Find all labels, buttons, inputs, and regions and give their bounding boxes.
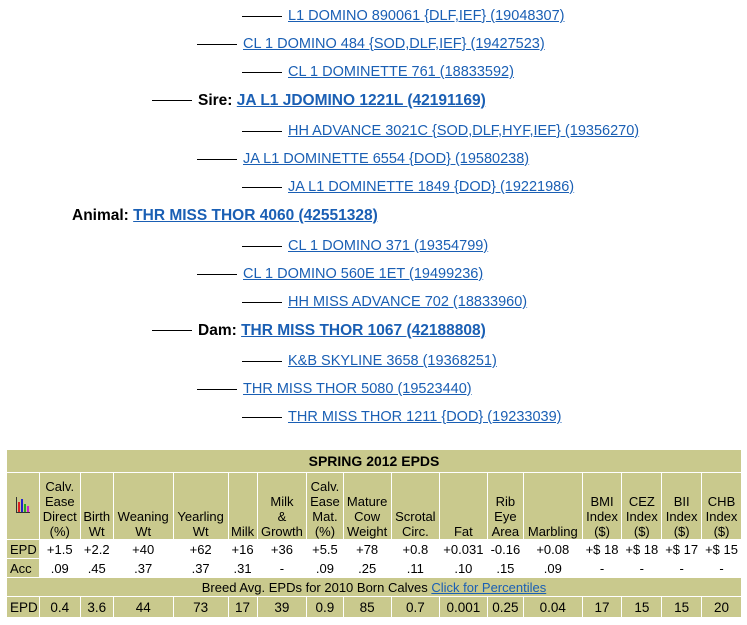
pedigree-row [242,237,488,255]
breed-avg-cell: 44 [113,597,173,618]
branch-line [197,274,237,275]
acc-value-cell: .15 [487,559,523,578]
breed-avg-cell: 0.4 [39,597,80,618]
sire-label: Sire: [198,92,233,109]
breed-avg-cell: 73 [173,597,228,618]
header-word: Ease [310,494,340,509]
dam-row [152,322,486,340]
epd-column-header [113,473,173,540]
epd-value-cell: +$ 18 [622,540,662,559]
branch-line [242,16,282,17]
header-word: Wt [135,524,152,539]
header-word: Milk [231,524,255,539]
epd-value-cell: +0.8 [391,540,439,559]
epd-column-header [662,473,702,540]
pedigree-link[interactable]: HH MISS ADVANCE 702 (18833960) [288,294,528,310]
branch-line [242,131,282,132]
epd-value-cell: +5.5 [307,540,343,559]
pedigree-link[interactable]: JA L1 DOMINETTE 6554 {DOD} (19580238) [243,151,530,167]
header-word: Calv. [310,479,340,494]
acc-value-cell: .25 [343,559,391,578]
epd-column-header [487,473,523,540]
header-word: ($) [633,524,650,539]
pedigree-row [242,178,574,196]
epd-column-header [523,473,582,540]
epd-row-label: EPD [7,540,40,559]
header-word: Index [625,509,658,524]
acc-value-cell: .45 [80,559,113,578]
epd-table [6,449,742,618]
acc-value-cell: .37 [173,559,228,578]
breed-avg-cell: 39 [257,597,307,618]
acc-value-cell: .09 [39,559,80,578]
header-word: & [277,509,287,524]
header-word: CEZ [628,494,655,509]
header-word: CHB [707,494,736,509]
header-word: Eye [494,509,517,524]
epd-value-cell: +$ 15 [702,540,742,559]
header-word: (%) [314,524,336,539]
breed-avg-cell: 17 [582,597,622,618]
epd-value-cell: +16 [228,540,257,559]
epd-column-header [582,473,622,540]
pedigree-link[interactable]: CL 1 DOMINO 560E 1ET (19499236) [243,266,484,282]
epd-column-header [702,473,742,540]
header-word: Scrotal [395,509,436,524]
header-word: Growth [260,524,303,539]
epd-title: SPRING 2012 EPDS [7,450,742,473]
header-word: Index [705,509,738,524]
breed-avg-cell: 20 [702,597,742,618]
animal-row [72,207,378,225]
header-word: Direct [42,509,77,524]
branch-line [197,44,237,45]
header-word: Milk [270,494,294,509]
pedigree-row [242,408,561,426]
epd-value-cell: +62 [173,540,228,559]
epd-value-cell: +$ 18 [582,540,622,559]
epd-value-cell: +0.08 [523,540,582,559]
dam-link[interactable]: THR MISS THOR 1067 (42188808) [241,322,486,339]
animal-label: Animal: [72,207,129,224]
acc-value-cell: .37 [113,559,173,578]
pedigree-row [242,63,514,81]
epd-value-cell: +$ 17 [662,540,702,559]
breed-avg-text: Breed Avg. EPDs for 2010 Born Calves [201,579,428,595]
pedigree-row [197,35,545,53]
dam-label: Dam: [198,322,237,339]
breed-avg-cell: 0.7 [391,597,439,618]
branch-line [197,389,237,390]
acc-row-label: Acc [7,559,40,578]
header-word: Wt [88,524,105,539]
epd-value-cell: +2.2 [80,540,113,559]
pedigree-link[interactable]: K&B SKYLINE 3658 (19368251) [288,353,497,369]
epd-column-header [391,473,439,540]
animal-link[interactable]: THR MISS THOR 4060 (42551328) [133,207,378,224]
pedigree-link[interactable]: CL 1 DOMINO 484 {SOD,DLF,IEF} (19427523) [243,36,545,52]
header-word: BII [673,494,690,509]
pedigree-row [242,293,527,311]
epd-value-cell: +0.031 [439,540,487,559]
pedigree-link[interactable]: L1 DOMINO 890061 {DLF,IEF} (19048307) [288,8,565,24]
breed-avg-cell: 15 [622,597,662,618]
epd-column-header [439,473,487,540]
breed-avg-cell: 85 [343,597,391,618]
pedigree-link[interactable]: JA L1 DOMINETTE 1849 {DOD} (19221986) [288,179,575,195]
epd-column-header [343,473,391,540]
header-word: Index [665,509,698,524]
breed-avg-cell: 0.001 [439,597,487,618]
header-word: ($) [673,524,690,539]
branch-line [242,417,282,418]
breed-avg-cell: 3.6 [80,597,113,618]
percentiles-link[interactable]: Click for Percentiles [431,579,547,595]
acc-value-cell: .09 [307,559,343,578]
pedigree-row [197,380,472,398]
breed-avg-cell: 0.9 [307,597,343,618]
header-word: Marbling [527,524,578,539]
branch-line [152,330,192,331]
pedigree-row [242,122,639,140]
epd-value-cell: +36 [257,540,307,559]
header-word: Mat. [312,509,338,524]
header-word: Mature [346,494,388,509]
header-word: Rib [495,494,516,509]
acc-value-cell: .31 [228,559,257,578]
branch-line [197,159,237,160]
epd-column-header [257,473,307,540]
breed-avg-cell: 0.04 [523,597,582,618]
epd-value-cell: +1.5 [39,540,80,559]
header-word: Wt [192,524,209,539]
acc-value-cell: - [662,559,702,578]
pedigree-link[interactable]: HH ADVANCE 3021C {SOD,DLF,HYF,IEF} (19356270) [288,123,640,139]
acc-value-cell: - [622,559,662,578]
epd-column-header [622,473,662,540]
breed-avg-caption [7,578,742,597]
header-word: Area [491,524,520,539]
breed-avg-cell: 17 [228,597,257,618]
acc-value-cell: .11 [391,559,439,578]
epd-value-cell: -0.16 [487,540,523,559]
branch-line [242,72,282,73]
pedigree-row [197,150,529,168]
header-word: Fat [453,524,473,539]
epd-column-header [307,473,343,540]
pedigree-link[interactable]: CL 1 DOMINO 371 (19354799) [288,238,489,254]
epd-column-header [228,473,257,540]
branch-line [242,187,282,188]
pedigree-row [197,265,483,283]
header-word: Cow [354,509,381,524]
acc-value-cell: .09 [523,559,582,578]
acc-value-cell: .10 [439,559,487,578]
bar-chart-icon[interactable] [15,496,31,514]
header-word: ($) [594,524,610,539]
epd-column-header [80,473,113,540]
pedigree-link[interactable]: CL 1 DOMINETTE 761 (18833592) [288,64,514,80]
branch-line [242,246,282,247]
chart-icon-cell [7,473,40,540]
pedigree-link[interactable]: THR MISS THOR 5080 (19523440) [243,381,472,397]
header-word: Calv. [45,479,75,494]
header-word: Ease [44,494,75,509]
branch-line [242,302,282,303]
epd-column-header [173,473,228,540]
epd-value-cell: +40 [113,540,173,559]
breed-avg-cell: 15 [662,597,702,618]
header-word: Birth [83,509,111,524]
header-word: (%) [49,524,70,539]
epd-value-cell: +78 [343,540,391,559]
header-word: Yearling [177,509,224,524]
sire-link[interactable]: JA L1 JDOMINO 1221L (42191169) [236,92,486,109]
header-word: ($) [713,524,730,539]
header-word: Index [586,509,618,524]
pedigree-link[interactable]: THR MISS THOR 1211 {DOD} (19233039) [288,409,562,425]
pedigree-row [242,352,497,370]
branch-line [152,100,192,101]
header-word: Weaning [117,509,169,524]
pedigree-row [242,7,564,25]
acc-value-cell: - [702,559,742,578]
sire-row [152,92,486,110]
acc-value-cell: - [257,559,307,578]
branch-line [242,361,282,362]
breed-avg-row-label: EPD [7,597,40,618]
header-word: BMI [590,494,614,509]
header-word: Weight [347,524,388,539]
epd-column-header [39,473,80,540]
header-word: Circ. [401,524,429,539]
breed-avg-cell: 0.25 [487,597,523,618]
acc-value-cell: - [582,559,622,578]
